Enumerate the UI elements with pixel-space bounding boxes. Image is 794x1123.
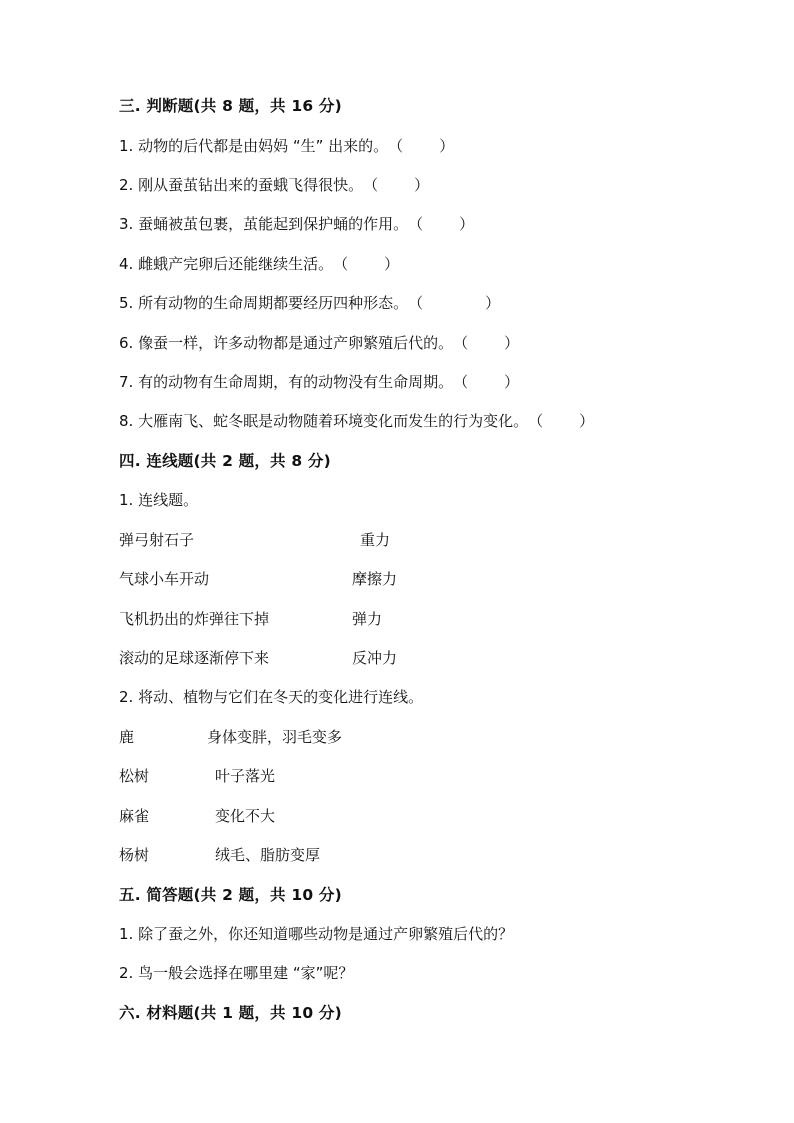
answer-blank-close: ） xyxy=(504,334,520,352)
answer-blank-close: ） xyxy=(459,215,475,233)
match-right-item[interactable]: 弹力 xyxy=(352,610,383,628)
answer-blank-open: （ xyxy=(388,137,404,155)
answer-blank-close: ） xyxy=(384,255,400,273)
match-left-item[interactable]: 飞机扔出的炸弹往下掉 xyxy=(119,610,270,628)
judgement-item-text: 6. 像蚕一样，许多动物都是通过产卵繁殖后代的。 xyxy=(119,334,454,352)
section-heading-matching: 四. 连线题(共 2 题，共 8 分) xyxy=(119,452,331,470)
judgement-item-text: 1. 动物的后代都是由妈妈 “生” 出来的。 xyxy=(119,137,389,155)
answer-blank-close: ） xyxy=(439,137,455,155)
matching-question-1-title: 1. 连线题。 xyxy=(119,491,199,509)
match-right-item[interactable]: 重力 xyxy=(360,531,391,549)
section-heading-judgement: 三. 判断题(共 8 题，共 16 分) xyxy=(119,97,342,115)
judgement-item-1 xyxy=(119,136,454,156)
match-right-item[interactable]: 变化不大 xyxy=(215,807,276,825)
answer-blank-close: ） xyxy=(414,176,430,194)
section-heading-short-answer: 五. 简答题(共 2 题，共 10 分) xyxy=(119,886,342,904)
judgement-item-3 xyxy=(119,214,474,234)
match-right-item[interactable]: 叶子落光 xyxy=(215,767,276,785)
answer-blank-open: （ xyxy=(408,215,424,233)
match-left-item[interactable]: 杨树 xyxy=(119,846,150,864)
match-right-item[interactable]: 身体变胖，羽毛变多 xyxy=(207,728,343,746)
answer-blank-close: ） xyxy=(485,294,501,312)
answer-blank-open: （ xyxy=(528,412,544,430)
match-right-item[interactable]: 反冲力 xyxy=(352,649,398,667)
answer-blank-close: ） xyxy=(504,373,520,391)
answer-blank-open: （ xyxy=(363,176,379,194)
short-answer-item-1: 1. 除了蚕之外，你还知道哪些动物是通过产卵繁殖后代的？ xyxy=(119,925,514,943)
match-left-item[interactable]: 麻雀 xyxy=(119,807,150,825)
match-left-item[interactable]: 滚动的足球逐渐停下来 xyxy=(119,649,270,667)
match-left-item[interactable]: 弹弓射石子 xyxy=(119,531,195,549)
judgement-item-6 xyxy=(119,333,519,353)
matching-question-2-title: 2. 将动、植物与它们在冬天的变化进行连线。 xyxy=(119,688,424,706)
answer-blank-open: （ xyxy=(333,255,349,273)
match-right-item[interactable]: 绒毛、脂肪变厚 xyxy=(215,846,321,864)
judgement-item-5 xyxy=(119,293,500,313)
judgement-item-text: 2. 刚从蚕茧钻出来的蚕蛾飞得很快。 xyxy=(119,176,364,194)
judgement-item-7 xyxy=(119,372,519,392)
match-left-item[interactable]: 鹿 xyxy=(119,728,135,746)
judgement-item-8 xyxy=(119,411,594,431)
match-right-item[interactable]: 摩擦力 xyxy=(352,570,398,588)
judgement-item-text: 4. 雌蛾产完卵后还能继续生活。 xyxy=(119,255,334,273)
answer-blank-open: （ xyxy=(453,334,469,352)
answer-blank-open: （ xyxy=(408,294,424,312)
answer-blank-close: ） xyxy=(579,412,595,430)
judgement-item-text: 8. 大雁南飞、蛇冬眠是动物随着环境变化而发生的行为变化。 xyxy=(119,412,529,430)
judgement-item-4 xyxy=(119,254,399,274)
section-heading-material: 六. 材料题(共 1 题，共 10 分) xyxy=(119,1004,342,1022)
judgement-item-text: 3. 蚕蛹被茧包裹，茧能起到保护蛹的作用。 xyxy=(119,215,409,233)
judgement-item-text: 5. 所有动物的生命周期都要经历四种形态。 xyxy=(119,294,409,312)
match-left-item[interactable]: 松树 xyxy=(119,767,150,785)
judgement-item-text: 7. 有的动物有生命周期，有的动物没有生命周期。 xyxy=(119,373,454,391)
answer-blank-open: （ xyxy=(453,373,469,391)
match-left-item[interactable]: 气球小车开动 xyxy=(119,570,210,588)
short-answer-item-2: 2. 鸟一般会选择在哪里建 “家”呢？ xyxy=(119,964,354,982)
judgement-item-2 xyxy=(119,175,429,195)
